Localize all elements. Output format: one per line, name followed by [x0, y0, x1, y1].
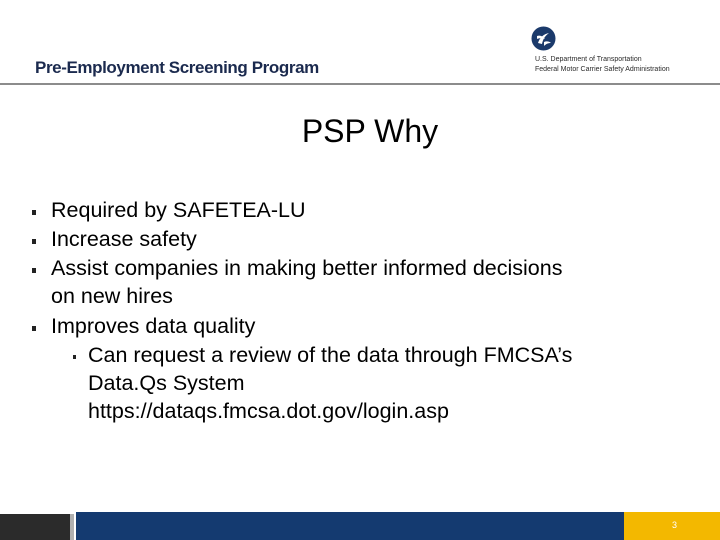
page-number: 3	[672, 520, 678, 530]
sub-bullet-item-continued: Data.Qs System	[88, 371, 245, 395]
footer-separator	[70, 514, 74, 540]
header-divider	[0, 83, 720, 85]
sub-bullet-marker	[73, 355, 76, 359]
bullet-marker	[32, 239, 36, 244]
dot-logo-icon	[531, 26, 556, 51]
footer-left-block	[0, 512, 70, 540]
bullet-item: Increase safety	[51, 227, 197, 251]
dataqs-link[interactable]: https://dataqs.fmcsa.dot.gov/login.asp	[88, 399, 449, 423]
slide-title: PSP Why	[301, 113, 439, 149]
bullet-item: Improves data quality	[51, 314, 256, 338]
program-title: Pre-Employment Screening Program	[35, 58, 319, 77]
bullet-marker	[32, 268, 36, 273]
sub-bullet-item: Can request a review of the data through FMCSA’s	[88, 343, 573, 367]
bullet-marker	[32, 210, 36, 215]
bullet-item: Required by SAFETEA-LU	[51, 198, 306, 222]
bullet-marker	[32, 326, 36, 331]
agency-subname: Federal Motor Carrier Safety Administration	[535, 66, 670, 73]
footer-left-highlight	[0, 512, 70, 514]
bullet-item-continued: on new hires	[51, 284, 173, 308]
bullet-item: Assist companies in making better informed decisions	[51, 256, 563, 280]
agency-name: U.S. Department of Transportation	[535, 56, 642, 63]
footer-bar	[76, 512, 624, 540]
